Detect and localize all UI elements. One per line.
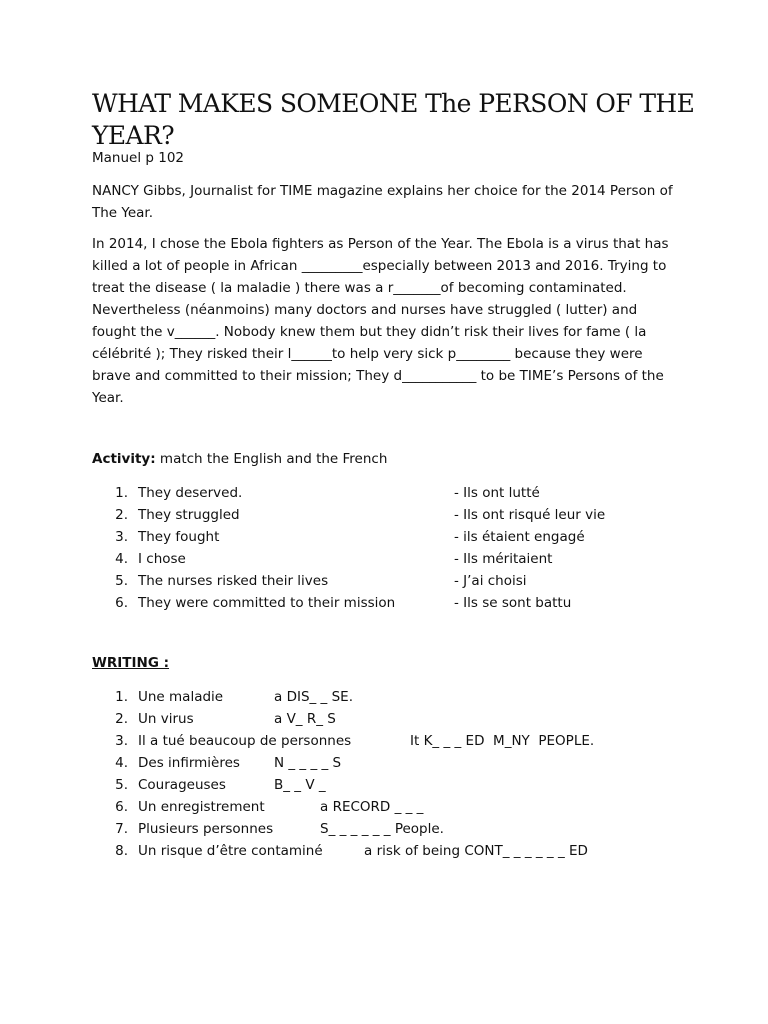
- item-number: 1.: [115, 485, 128, 501]
- french-prompt: Un risque d’être contaminé: [138, 843, 323, 859]
- english-phrase: They deserved.: [138, 485, 243, 501]
- french-phrase: - Ils ont risqué leur vie: [454, 507, 606, 523]
- french-phrase: - Ils méritaient: [454, 551, 553, 567]
- item-number: 6.: [115, 595, 128, 611]
- match-item: [92, 482, 692, 504]
- activity-text: match the English and the French: [155, 451, 388, 467]
- item-number: 1.: [115, 689, 128, 705]
- english-blank: a RECORD _ _ _: [320, 799, 424, 815]
- english-phrase: They were committed to their mission: [138, 595, 396, 611]
- item-number: 4.: [115, 551, 128, 567]
- writing-item: [92, 796, 692, 818]
- body-paragraph: In 2014, I chose the Ebola fighters as Person of the Year. The Ebola is a virus that has killed a lot of people in African _________especially between 2013 and 2016. Trying to treat the disease ( la maladie ) there was a r_______of becoming contaminated. Nevertheless (néanmoins) many doctors and nurses have struggled ( lutter) and fought the v______. Nobody knew them but they didn’t risk their lives for fame ( la célébrité ); They risked their l______to help very sick p________ because they were brave and committed to their mission; They d___________ to be TIME’s Persons of the Year.: [92, 236, 669, 406]
- match-item: [92, 570, 692, 592]
- match-item: [92, 548, 692, 570]
- item-number: 3.: [115, 733, 128, 749]
- french-prompt: Plusieurs personnes: [138, 821, 274, 837]
- match-item: [92, 526, 692, 548]
- french-phrase: - J’ai choisi: [454, 573, 527, 589]
- french-phrase: - Ils se sont battu: [454, 595, 572, 611]
- english-blank: a risk of being CONT_ _ _ _ _ _ ED: [364, 843, 588, 859]
- match-item: [92, 504, 692, 526]
- french-prompt: Il a tué beaucoup de personnes: [138, 733, 352, 749]
- item-number: 7.: [115, 821, 128, 837]
- manual-reference: Manuel p 102: [92, 150, 185, 166]
- intro-paragraph: NANCY Gibbs, Journalist for TIME magazine explains her choice for the 2014 Person of The Year.: [92, 183, 673, 221]
- item-number: 2.: [115, 507, 128, 523]
- french-phrase: - Ils ont lutté: [454, 485, 540, 501]
- item-number: 5.: [115, 777, 128, 793]
- item-number: 5.: [115, 573, 128, 589]
- writing-list: [92, 686, 692, 862]
- english-phrase: I chose: [138, 551, 186, 567]
- item-number: 2.: [115, 711, 128, 727]
- writing-item: [92, 708, 692, 730]
- french-phrase: - ils étaient engagé: [454, 529, 585, 545]
- activity-instruction: [92, 451, 387, 467]
- english-blank: S_ _ _ _ _ _ People.: [320, 821, 444, 837]
- french-prompt: Courageuses: [138, 777, 226, 793]
- writing-item: [92, 840, 692, 862]
- writing-heading: WRITING :: [92, 655, 170, 671]
- english-phrase: The nurses risked their lives: [138, 573, 329, 589]
- french-prompt: Un virus: [138, 711, 194, 727]
- english-blank: N _ _ _ _ S: [274, 755, 342, 771]
- writing-item: [92, 686, 692, 708]
- match-item: [92, 592, 692, 614]
- item-number: 4.: [115, 755, 128, 771]
- english-blank: a V_ R_ S: [274, 711, 336, 727]
- page-title: WHAT MAKES SOMEONE The PERSON OF THE YEAR?: [92, 89, 695, 150]
- french-prompt: Des infirmières: [138, 755, 240, 771]
- english-blank: B_ _ V _: [274, 777, 326, 793]
- english-blank: a DIS_ _ SE.: [274, 689, 353, 705]
- matching-list: [92, 482, 692, 614]
- english-phrase: They fought: [138, 529, 220, 545]
- writing-item: [92, 730, 692, 752]
- writing-item: [92, 752, 692, 774]
- french-prompt: Un enregistrement: [138, 799, 265, 815]
- english-blank: It K_ _ _ ED M_NY PEOPLE.: [410, 733, 595, 749]
- english-phrase: They struggled: [138, 507, 240, 523]
- activity-label: Activity:: [92, 451, 156, 467]
- item-number: 3.: [115, 529, 128, 545]
- french-prompt: Une maladie: [138, 689, 224, 705]
- item-number: 6.: [115, 799, 128, 815]
- writing-item: [92, 774, 692, 796]
- writing-item: [92, 818, 692, 840]
- item-number: 8.: [115, 843, 128, 859]
